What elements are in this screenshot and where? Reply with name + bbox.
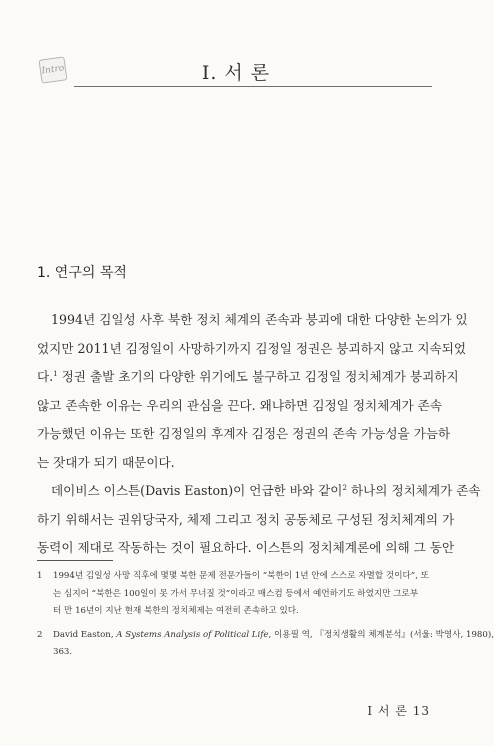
body-text xyxy=(37,306,481,563)
text-line xyxy=(37,477,481,506)
footnotes xyxy=(37,568,494,662)
text-fragment: , 이용필 역, 『정치생활의 체계분석』(서울: 박영사, 1980), xyxy=(268,629,494,640)
footnote-ref-1: 1 xyxy=(53,369,58,378)
footnote-rule xyxy=(37,560,113,561)
footnote-line: 363. xyxy=(53,647,73,657)
footnote-line: 터 만 16년이 지난 현재 북한의 정치체제는 여전히 존속하고 있다. xyxy=(53,606,299,616)
footnote-line: 는 심지어 “북한은 100일이 못 가서 무너질 것”이라고 매스컴 등에서 예언하기도 하였지만 그로부 xyxy=(53,588,419,599)
book-title: A Systems Analysis of Political Life xyxy=(116,629,269,640)
footnote-number: 1 xyxy=(37,571,43,581)
paragraph-2 xyxy=(37,477,481,563)
chapter-badge-icon: Intro xyxy=(38,56,67,83)
footnote-line xyxy=(53,627,494,645)
text-fragment: David Easton, xyxy=(53,629,117,640)
footnote-1 xyxy=(37,568,437,621)
footnote-number: 2 xyxy=(37,629,43,640)
text-line: 가능했던 이유는 또한 김정일의 후계자 김정은 정권의 존속 가능성을 가늠하 xyxy=(37,426,451,441)
chapter-header xyxy=(40,56,432,90)
footnote-body xyxy=(53,627,494,662)
text-fragment: 다. xyxy=(37,369,54,384)
footnote-body xyxy=(53,568,437,621)
text-fragment: 하나의 정치체계가 존속 xyxy=(346,483,481,498)
text-line: 하기 위해서는 권위당국자, 체제 그리고 정치 공동체로 구성된 정치체계의 가 xyxy=(37,511,455,527)
text-line xyxy=(37,363,459,392)
section-heading: 1. 연구의 목적 xyxy=(37,265,127,281)
text-fragment: 정권 출발 초기의 다양한 위기에도 불구하고 김정일 정치체계가 붕괴하지 xyxy=(57,369,459,384)
page-folio: I 서 론 13 xyxy=(367,704,430,718)
chapter-title: I. 서 론 xyxy=(201,62,271,84)
text-line: 동력이 제대로 작동하는 것이 필요하다. 이스튼의 정치체계론에 의해 그 동안 xyxy=(37,540,455,555)
footnote-ref-2: 2 xyxy=(342,483,347,492)
chapter-rule xyxy=(74,86,432,87)
text-fragment: 데이비스 이스튼(Davis Easton)이 언급한 바와 같이 xyxy=(51,483,343,498)
footnote-line: 1994년 김일성 사망 직후에 몇몇 북한 문제 전문가들이 “북한이 1년 안에 스스로 자멸할 것이다”, 또 xyxy=(53,571,429,581)
text-line: 않고 존속한 이유는 우리의 관심을 끈다. 왜냐하면 김정일 정치체계가 존속 xyxy=(37,397,442,413)
paragraph-1 xyxy=(37,306,468,477)
text-line: 는 잣대가 되기 때문이다. xyxy=(37,454,175,470)
text-line: 었지만 2011년 김정일이 사망하기까지 김정일 정권은 붕괴하지 않고 지속되었 xyxy=(37,340,467,356)
footnote-2 xyxy=(37,627,494,662)
text-line: 1994년 김일성 사후 북한 정치 체계의 존속과 붕괴에 대한 다양한 논의가 있 xyxy=(51,312,468,327)
